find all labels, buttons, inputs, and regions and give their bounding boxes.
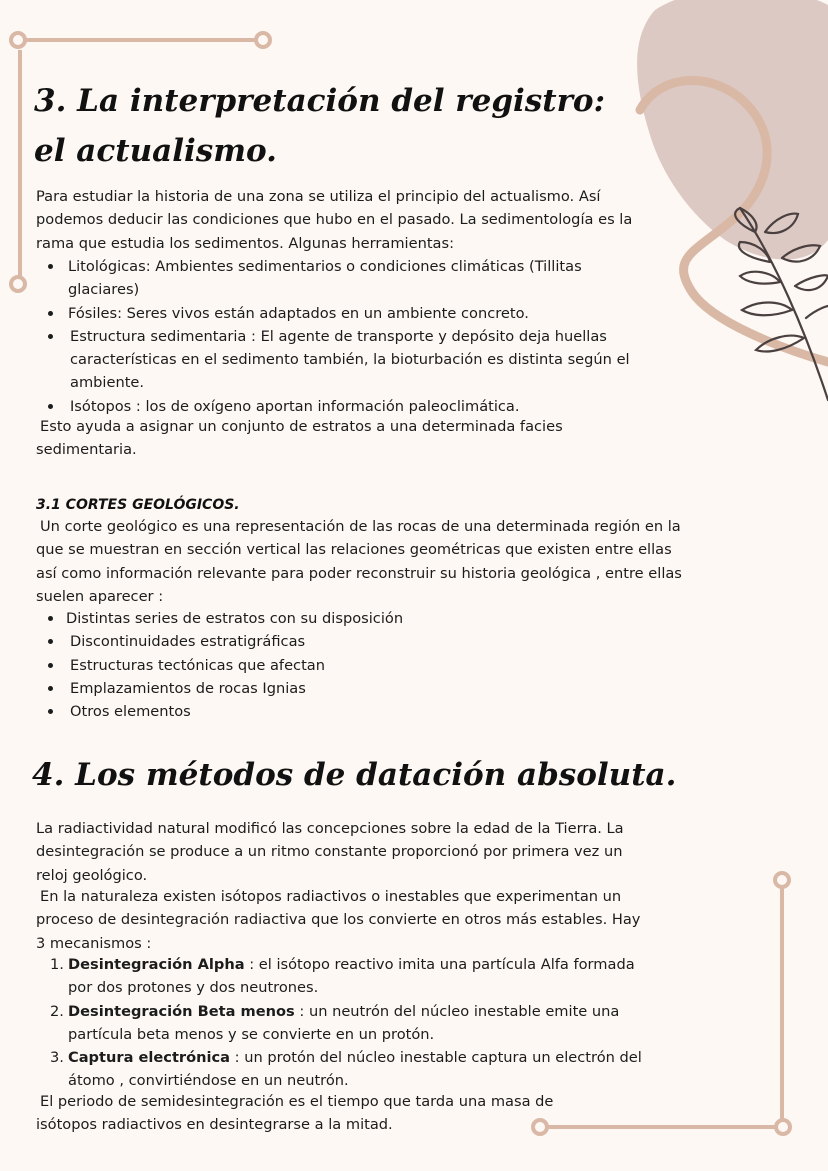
section3-title-line1: 3. La interpretación del registro: bbox=[34, 83, 606, 119]
mechanism-desc: : un protón del núcleo inestable captura un electrón del átomo , convirtiéndose en un neutrón. bbox=[68, 1049, 642, 1090]
mechanism-term: Captura electrónica bbox=[68, 1049, 231, 1067]
decorative-curve bbox=[640, 81, 828, 363]
list-item bbox=[36, 1000, 656, 1047]
mechanism-desc: : un neutrón del núcleo inestable emite una partícula beta menos y se convierte en un protón. bbox=[68, 1002, 620, 1043]
section4-para2: En la naturaleza existen isótopos radiactivos o inestables que experimentan un proceso de desintegración radiactiva que los convierte en otros más estables. Hay 3 mecanismos : bbox=[36, 888, 641, 952]
section4-mechanisms-list bbox=[36, 953, 656, 1093]
section3-tools-list bbox=[36, 255, 642, 418]
section4-title: 4. Los métodos de datación absoluta. bbox=[32, 757, 677, 793]
section31-items-list bbox=[36, 607, 636, 723]
list-number: 3. bbox=[50, 1049, 64, 1067]
mechanism-term: Desintegración Beta menos bbox=[68, 1002, 295, 1020]
list-item: Estructuras tectónicas que afectan bbox=[36, 654, 636, 677]
section31-intro: Un corte geológico es una representación de las rocas de una determinada región en la que se muestran en sección vertical las relaciones geométricas que existen entre ellas así como información relevante para poder reconstruir su historia geológica , entre ellas suelen aparecer : bbox=[36, 518, 682, 605]
leaf-branch bbox=[735, 208, 828, 400]
section3-intro: Para estudiar la historia de una zona se utiliza el principio del actualismo. Así podemos deducir las condiciones que hubo en el pasado. La sedimentología es la rama que estudia los sedimentos. Algunas herramientas: bbox=[36, 188, 633, 252]
list-item: Distintas series de estratos con su disposición bbox=[36, 607, 636, 630]
section3-title bbox=[34, 76, 605, 176]
list-item: Otros elementos bbox=[36, 700, 636, 723]
list-number: 2. bbox=[50, 1002, 64, 1020]
list-item: Emplazamientos de rocas Ignias bbox=[36, 677, 636, 700]
list-item bbox=[36, 953, 656, 1000]
mechanism-desc: : el isótopo reactivo imita una partícula Alfa formada por dos protones y dos neutrones. bbox=[68, 956, 635, 997]
section31-heading: 3.1 CORTES GEOLÓGICOS. bbox=[36, 497, 240, 513]
section4-para1: La radiactividad natural modificó las concepciones sobre la edad de la Tierra. La desintegración se produce a un ritmo constante proporcionó por primera vez un reloj geológico. bbox=[36, 820, 624, 884]
list-item: Discontinuidades estratigráficas bbox=[36, 630, 636, 653]
list-item: Fósiles: Seres vivos están adaptados en un ambiente concreto. bbox=[36, 302, 642, 325]
section3-closing: Esto ayuda a asignar un conjunto de estratos a una determinada facies sedimentaria. bbox=[36, 418, 563, 459]
mechanism-term: Desintegración Alpha bbox=[68, 956, 245, 973]
section3-title-line2: el actualismo. bbox=[34, 133, 277, 169]
list-item: Isótopos : los de oxígeno aportan información paleoclimática. bbox=[36, 395, 642, 418]
list-item: Estructura sedimentaria : El agente de transporte y depósito deja huellas características en el sedimento también, la bioturbación es distinta según el ambiente. bbox=[36, 325, 642, 395]
list-item: Litológicas: Ambientes sedimentarios o condiciones climáticas (Tillitas glaciares) bbox=[36, 255, 642, 302]
list-number: 1. bbox=[50, 956, 64, 973]
list-item bbox=[36, 1046, 656, 1093]
section4-closing: El periodo de semidesintegración es el tiempo que tarda una masa de isótopos radiactivos en desintegrarse a la mitad. bbox=[36, 1093, 554, 1134]
decorative-blob bbox=[637, 0, 828, 260]
